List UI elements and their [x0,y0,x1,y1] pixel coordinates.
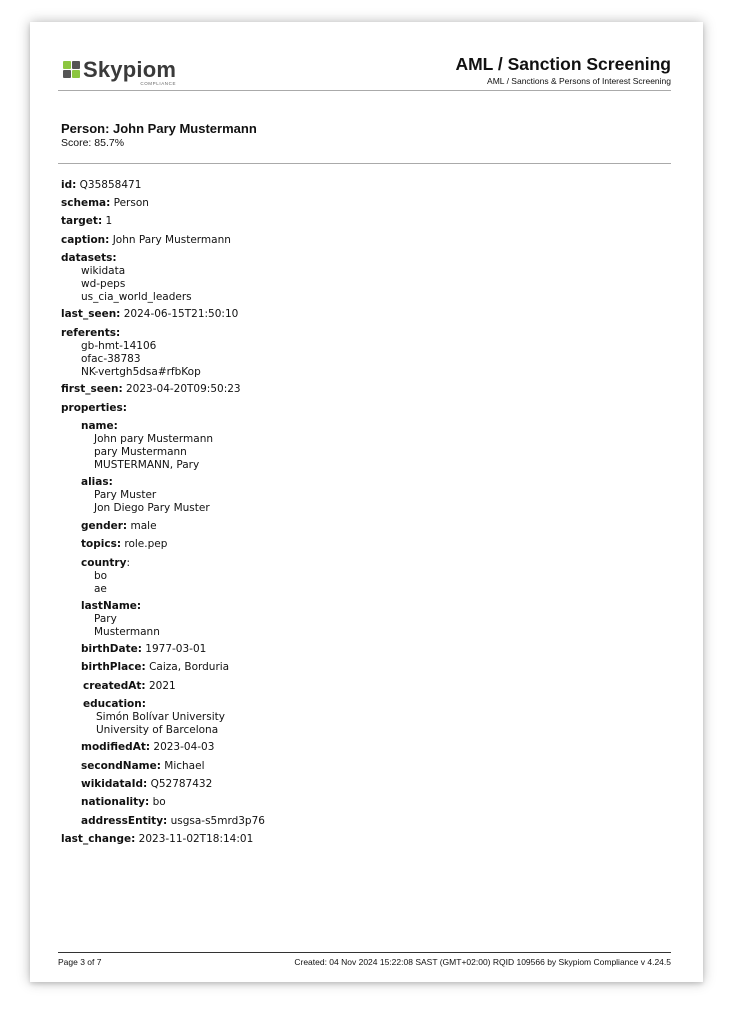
property-secondname [81,760,205,773]
logo-name: Skypiom [83,57,177,82]
property-education [83,698,225,737]
property-label: alias: [81,476,113,488]
field-label: datasets: [61,252,117,264]
field-label: referents: [61,327,121,339]
list-item: Pary Muster [94,489,157,501]
person-score: Score: 85.7% [61,137,125,149]
list-item: wikidata [81,265,126,277]
field-value: Person [113,197,149,209]
footer-divider [58,952,671,953]
list-item: us_cia_world_leaders [81,291,192,303]
property-createdat [83,680,176,693]
list-item: Mustermann [94,626,160,638]
field-value: 2024-06-15T21:50:10 [123,308,239,320]
property-label: topics: [81,538,122,550]
property-addressentity [81,815,265,828]
property-label: birthPlace: [81,661,146,673]
property-value: 2023-04-03 [153,741,215,753]
property-value: Q52787432 [150,778,213,790]
field-value: Q35858471 [79,179,142,191]
property-label: country [81,557,127,569]
property-birthplace [81,661,229,674]
property-value: usgsa-s5mrd3p76 [170,815,265,827]
property-value: bo [152,796,166,808]
field-caption [61,234,231,247]
property-label: name: [81,420,118,432]
property-gender [81,520,157,533]
field-value: 1 [105,215,113,227]
property-value: Michael [164,760,205,772]
property-nationality [81,796,166,809]
list-item: Simón Bolívar University [96,711,225,723]
property-value: 1977-03-01 [145,643,207,655]
property-birthdate [81,643,206,656]
field-label: first_seen: [61,383,123,395]
property-label: createdAt: [83,680,146,692]
field-label: id: [61,179,77,191]
report-subtitle: AML / Sanctions & Persons of Interest Screening [487,76,671,86]
field-value: 2023-04-20T09:50:23 [126,383,241,395]
list-item: MUSTERMANN, Pary [94,459,200,471]
field-properties [61,402,127,415]
section-divider [58,163,671,164]
list-item: NK-vertgh5dsa#rfbKop [81,366,201,378]
list-item: wd-peps [81,278,126,290]
list-item: ae [94,583,107,595]
property-value: role.pep [124,538,168,550]
field-label: target: [61,215,103,227]
property-label: wikidataId: [81,778,148,790]
field-schema [61,197,149,210]
list-item: bo [94,570,108,582]
property-country [81,557,130,596]
property-value: 2021 [148,680,176,692]
person-title: Person: John Pary Mustermann [61,121,257,136]
property-value: Caiza, Borduria [149,661,230,673]
field-label: last_change: [61,833,136,845]
list-item: pary Mustermann [94,446,187,458]
logo-subtitle: COMPLIANCE [140,81,177,86]
field-target [61,215,112,228]
property-label: gender: [81,520,128,532]
field-first-seen [61,383,241,396]
field-datasets [61,252,192,304]
list-item: University of Barcelona [96,724,219,736]
field-label: caption: [61,234,110,246]
property-label: birthDate: [81,643,142,655]
field-last-seen [61,308,238,321]
property-wikidataid [81,778,212,791]
property-label: education: [83,698,146,710]
field-last-change [61,833,253,846]
field-value: John Pary Mustermann [112,234,231,246]
report-title: AML / Sanction Screening [455,54,671,74]
list-item: Jon Diego Pary Muster [94,502,210,514]
list-item: ofac-38783 [81,353,141,365]
property-label: nationality: [81,796,150,808]
field-label: schema: [61,197,111,209]
page-number: Page 3 of 7 [58,957,102,967]
report-page [30,22,703,982]
list-item: gb-hmt-14106 [81,340,157,352]
field-label: properties: [61,402,127,414]
property-modifiedat [81,741,214,754]
list-item: John pary Mustermann [94,433,214,445]
skypiom-logo [63,57,177,86]
field-referents [61,327,201,379]
skypiom-logo-icon [63,61,80,78]
property-alias [81,476,210,515]
field-value: 2023-11-02T18:14:01 [138,833,254,845]
property-lastname [81,600,160,639]
property-label: secondName: [81,760,161,772]
property-name [81,420,213,472]
footer-created-info: Created: 04 Nov 2024 15:22:08 SAST (GMT+02:00) RQID 109566 by Skypiom Compliance v 4.24.5 [294,957,671,967]
property-value: male [130,520,157,532]
property-label: modifiedAt: [81,741,151,753]
property-colon: : [126,557,130,569]
list-item: Pary [94,613,117,625]
field-label: last_seen: [61,308,121,320]
header-divider [58,90,671,91]
property-topics [81,538,167,551]
property-label: lastName: [81,600,142,612]
field-id [61,179,141,192]
property-label: addressEntity: [81,815,168,827]
